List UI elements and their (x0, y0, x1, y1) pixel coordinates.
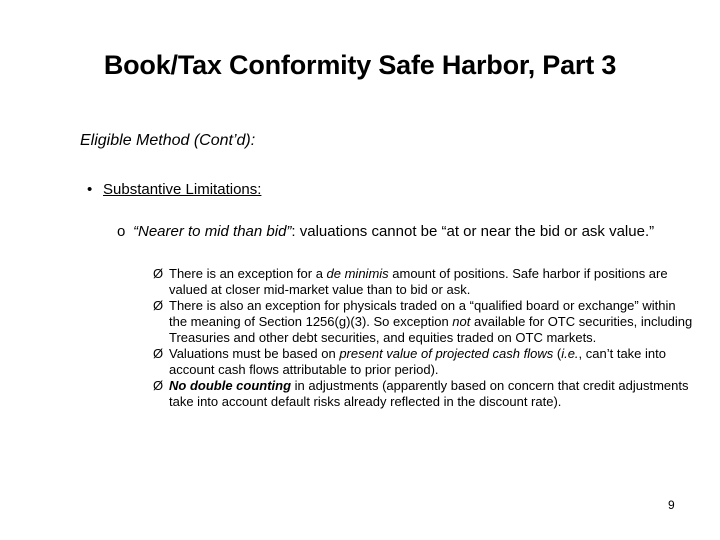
bullet-dot: • (87, 181, 93, 198)
slide-title: Book/Tax Conformity Safe Harbor, Part 3 (103, 50, 617, 80)
item-text-em: not (452, 314, 471, 329)
sub-bullet-marker: o (117, 223, 126, 240)
item-text-em: de minimis (326, 266, 389, 281)
bullet-label: Substantive Limitations: (103, 181, 262, 198)
item-text-post: , can’t take into account cash flows attributable to prior period). (169, 346, 666, 377)
sub-bullet-emphasis: “Nearer to mid than bid” (133, 223, 292, 240)
arrow-item-no-double-counting (153, 378, 693, 410)
section-subtitle: Eligible Method (Cont’d): (80, 132, 256, 149)
item-text-pre: There is also an exception for physicals traded on a “qualified board or exchange” within the meaning of Section 1256(g)(3). So exception (169, 298, 676, 329)
arrow-marker-icon: Ø (153, 346, 164, 361)
item-text-pre: Valuations must be based on (169, 346, 340, 361)
item-text-pre: There is an exception for a (169, 266, 327, 281)
item-text-post: available for OTC securities, including Treasuries and other debt securities, and equities traded on OTC markets. (169, 314, 693, 345)
page-number: 9 (668, 498, 675, 512)
sub-bullet-text (133, 223, 678, 240)
arrow-item-present-value (153, 346, 693, 378)
arrow-item-de-minimis (153, 266, 693, 298)
arrow-item-qualified-board (153, 298, 693, 346)
item-text-em: present value of projected cash flows (339, 346, 554, 361)
arrow-marker-icon: Ø (153, 298, 164, 313)
arrow-list (153, 266, 693, 410)
sub-bullet-body: : valuations cannot be “at or near the bid or ask value.” (291, 223, 655, 240)
arrow-marker-icon: Ø (153, 266, 164, 281)
item-text-post: amount of positions. Safe harbor if positions are valued at closer mid-market value than to bid or ask. (169, 266, 668, 297)
item-text-post: in adjustments (apparently based on concern that credit adjustments take into account default risks already reflected in the discount rate). (169, 378, 689, 409)
arrow-marker-icon: Ø (153, 378, 164, 393)
item-text-em2: i.e. (561, 346, 579, 361)
item-text-mid: ( (553, 346, 562, 361)
item-text-em-bold: No double counting (169, 378, 292, 393)
